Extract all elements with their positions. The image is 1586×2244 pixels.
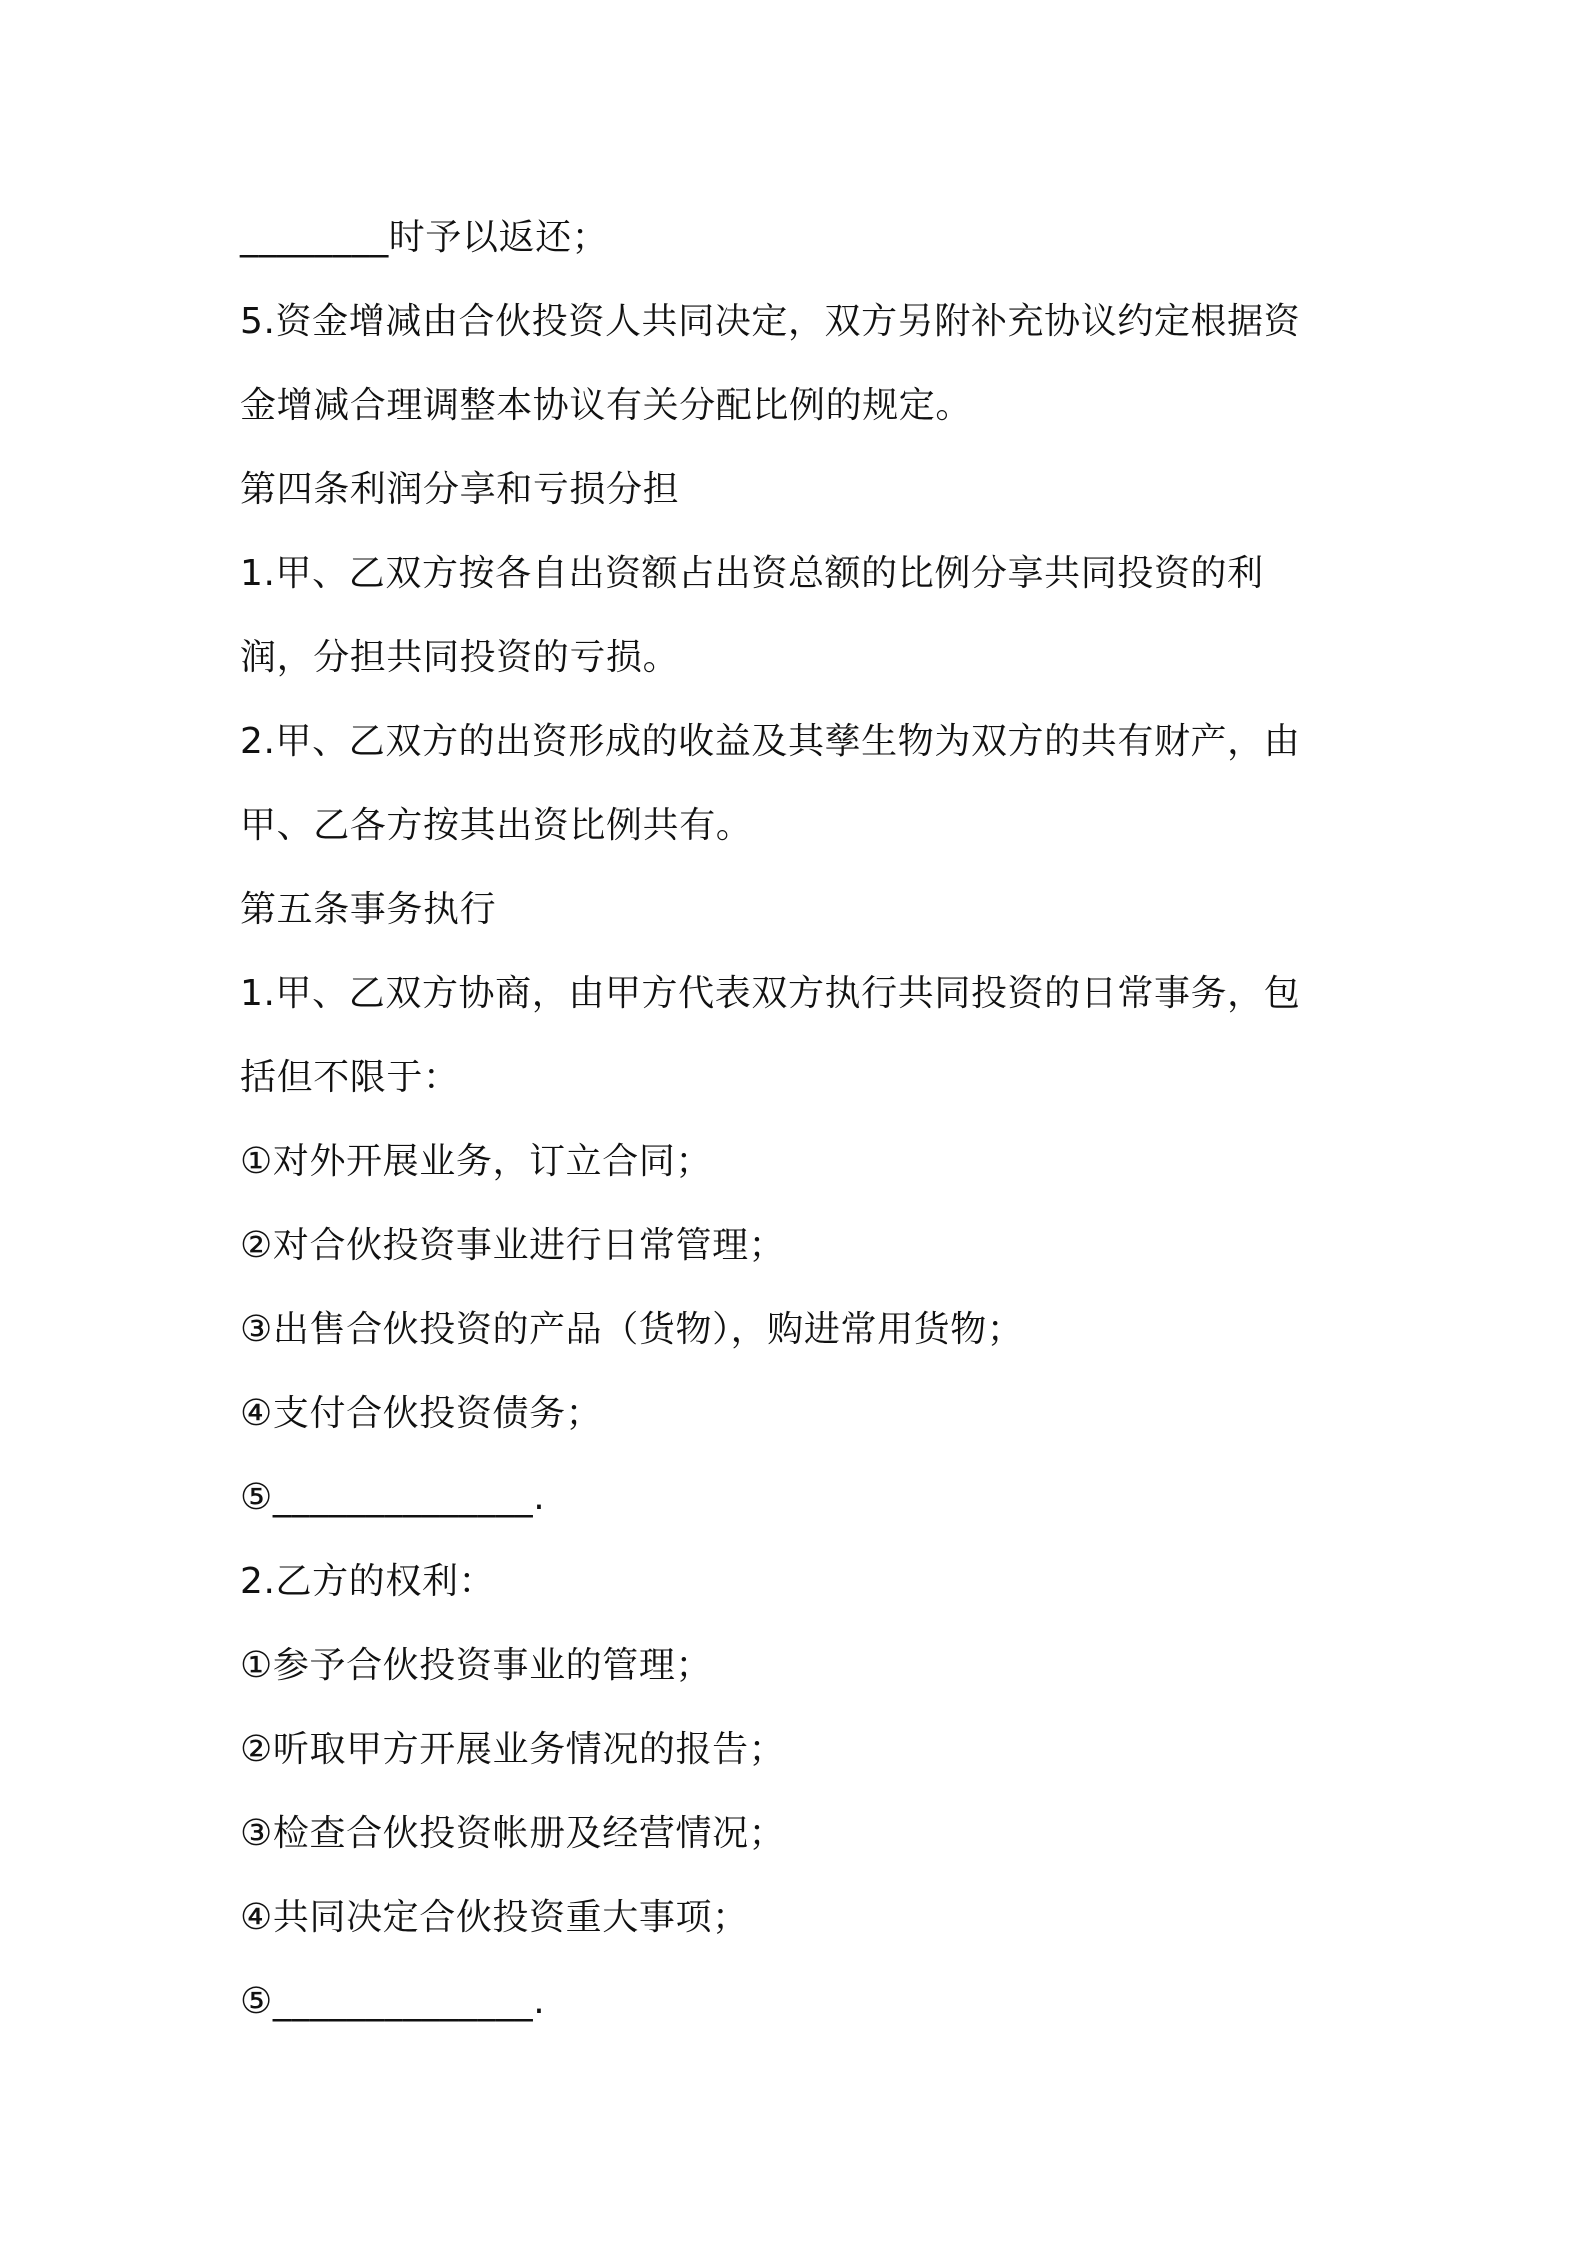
section-heading-article-4: 第四条利润分享和亏损分担: [240, 469, 680, 510]
section-heading-article-5: 第五条事务执行: [240, 889, 497, 930]
list-item-party-b-1: ①参予合伙投资事业的管理；: [240, 1645, 713, 1686]
text-line-capital-change-1: 5.资金增减由合伙投资人共同决定，双方另附补充协议约定根据资: [240, 301, 1301, 342]
text-line-party-b-rights: 2.乙方的权利：: [240, 1561, 496, 1602]
text-line-affairs-execution-1: 1.甲、乙双方协商，由甲方代表双方执行共同投资的日常事务，包: [240, 973, 1301, 1014]
list-item-party-a-3: ③出售合伙投资的产品（货物），购进常用货物；: [240, 1309, 1024, 1350]
list-item-party-a-5-blank: ⑤______________.: [240, 1477, 546, 1518]
list-item-party-a-1: ①对外开展业务，订立合同；: [240, 1141, 713, 1182]
list-item-party-a-4: ④支付合伙投资债务；: [240, 1393, 603, 1434]
text-line-capital-change-2: 金增减合理调整本协议有关分配比例的规定。: [240, 385, 973, 426]
text-line-profit-sharing-2: 润，分担共同投资的亏损。: [240, 637, 680, 678]
text-line-affairs-execution-2: 括但不限于：: [240, 1057, 460, 1098]
text-line-return-clause: ________时予以返还；: [240, 217, 609, 258]
list-item-party-b-4: ④共同决定合伙投资重大事项；: [240, 1897, 749, 1938]
list-item-party-a-2: ②对合伙投资事业进行日常管理；: [240, 1225, 786, 1266]
text-line-joint-property-2: 甲、乙各方按其出资比例共有。: [240, 805, 753, 846]
list-item-party-b-3: ③检查合伙投资帐册及经营情况；: [240, 1813, 786, 1854]
document-body: [240, 196, 1380, 2044]
list-item-party-b-2: ②听取甲方开展业务情况的报告；: [240, 1729, 786, 1770]
text-line-joint-property-1: 2.甲、乙双方的出资形成的收益及其孳生物为双方的共有财产，由: [240, 721, 1301, 762]
text-line-profit-sharing-1: 1.甲、乙双方按各自出资额占出资总额的比例分享共同投资的利: [240, 553, 1264, 594]
list-item-party-b-5-blank: ⑤______________.: [240, 1981, 546, 2022]
